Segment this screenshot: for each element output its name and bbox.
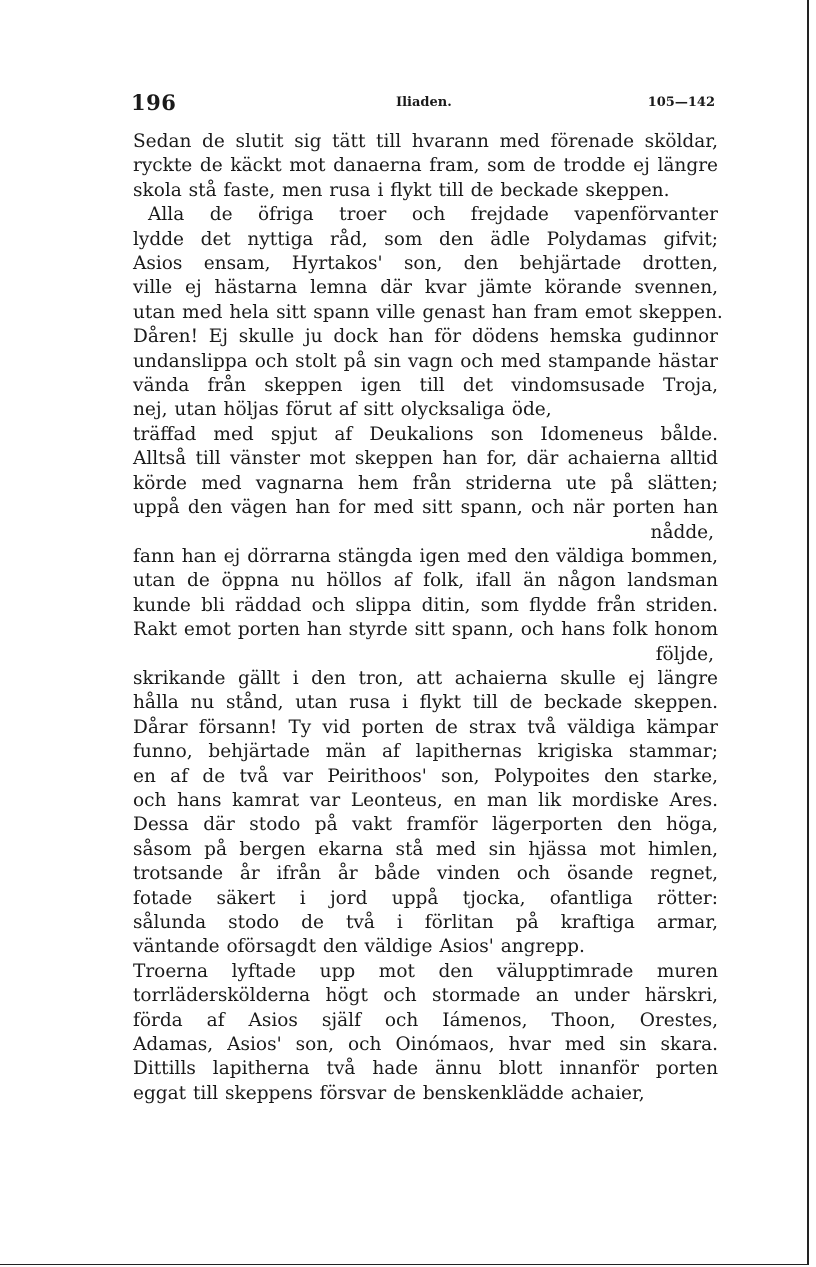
verse-line: funno, behjärtade män af lapithernas krigiska stammar; — [133, 741, 718, 763]
verse-line: träffad med spjut af Deukalions son Idomeneus bålde. — [133, 423, 718, 445]
verse-line: skola stå faste, men rusa i flykt till de beckade skeppen. — [133, 179, 670, 201]
verse-line: Dessa där stodo på vakt framför lägerporten den höga, — [133, 814, 718, 836]
verse-line: vända från skeppen igen till det vindomsusade Troja, — [133, 375, 718, 397]
verse-line: uppå den vägen han for med sitt spann, och när porten han — [133, 497, 718, 519]
page-number: 196 — [131, 90, 177, 115]
verse-line: trotsande år ifrån år både vinden och ösande regnet, — [133, 863, 718, 885]
verse-line: en af de två var Peirithoos' son, Polypoites den starke, — [133, 765, 718, 787]
verse-line: lydde det nyttiga råd, som den ädle Polydamas gifvit; — [133, 228, 718, 250]
verse-line: såsom på bergen ekarna stå med sin hjässa mot himlen, — [133, 838, 718, 860]
verse-text — [133, 130, 723, 1106]
verse-line: sålunda stodo de två i förlitan på kraftiga armar, — [133, 912, 718, 933]
verse-line: nej, utan höljas förut af sitt olycksaliga öde, — [133, 399, 552, 421]
verse-line: Sedan de slutit sig tätt till hvarann med förenade sköldar, — [133, 131, 718, 152]
verse-line: undanslippa och stolt på sin vagn och med stampande hästar — [133, 350, 718, 372]
verse-line: eggat till skeppens försvar de benskenklädde achaier, — [133, 1082, 645, 1104]
line-range: 105—142 — [647, 95, 715, 110]
verse-runover: följde, — [655, 643, 714, 665]
verse-line: fotade säkert i jord uppå tjocka, ofantliga rötter: — [133, 887, 718, 909]
verse-line: ville ej hästarna lemna där kvar jämte körande svennen, — [133, 277, 718, 299]
verse-line: och hans kamrat var Leonteus, en man lik mordiske Ares. — [133, 789, 718, 811]
verse-line: Dittills lapitherna två hade ännu blott innanför porten — [133, 1058, 718, 1080]
verse-line: Rakt emot porten han styrde sitt spann, och hans folk honom — [133, 619, 718, 641]
verse-line: ryckte de käckt mot danaerna fram, som de trodde ej längre — [133, 155, 718, 177]
verse-line: Alla de öfriga troer och frejdade vapenförvanter — [148, 204, 718, 226]
verse-line: Asios ensam, Hyrtakos' son, den behjärtade drotten, — [133, 253, 718, 275]
verse-line: utan de öppna nu höllos af folk, ifall än någon landsman — [133, 570, 718, 592]
verse-line: förda af Asios själf och Iámenos, Thoon, Orestes, — [133, 1009, 718, 1031]
verse-line: hålla nu stånd, utan rusa i flykt till de beckade skeppen. — [133, 692, 718, 714]
running-title: Iliaden. — [396, 95, 452, 110]
verse-line: kunde bli räddad och slippa ditin, som flydde från striden. — [133, 594, 718, 616]
verse-line: torrläderskölderna högt och stormade an under härskri, — [133, 985, 718, 1007]
verse-line: körde med vagnarna hem från striderna ute på slätten; — [133, 472, 718, 494]
verse-runover: nådde, — [650, 521, 714, 543]
verse-line: Adamas, Asios' son, och Oinómaos, hvar med sin skara. — [133, 1034, 718, 1056]
verse-line: Dåren! Ej skulle ju dock han för dödens hemska gudinnor — [133, 326, 718, 348]
verse-line: väntande oförsagdt den väldige Asios' angrepp. — [133, 936, 585, 958]
verse-line: fann han ej dörrarna stängda igen med den väldiga bommen, — [133, 545, 718, 567]
verse-line: skrikande gällt i den tron, att achaierna skulle ej längre — [133, 667, 718, 689]
verse-line: Alltså till vänster mot skeppen han for, där achaierna alltid — [133, 448, 718, 470]
verse-line: Dårar försann! Ty vid porten de strax två väldiga kämpar — [133, 716, 718, 738]
page-header — [131, 90, 715, 114]
verse-line: Troerna lyftade upp mot den välupptimrade muren — [133, 960, 718, 982]
verse-line: utan med hela sitt spann ville genast han fram emot skeppen. — [133, 301, 723, 323]
